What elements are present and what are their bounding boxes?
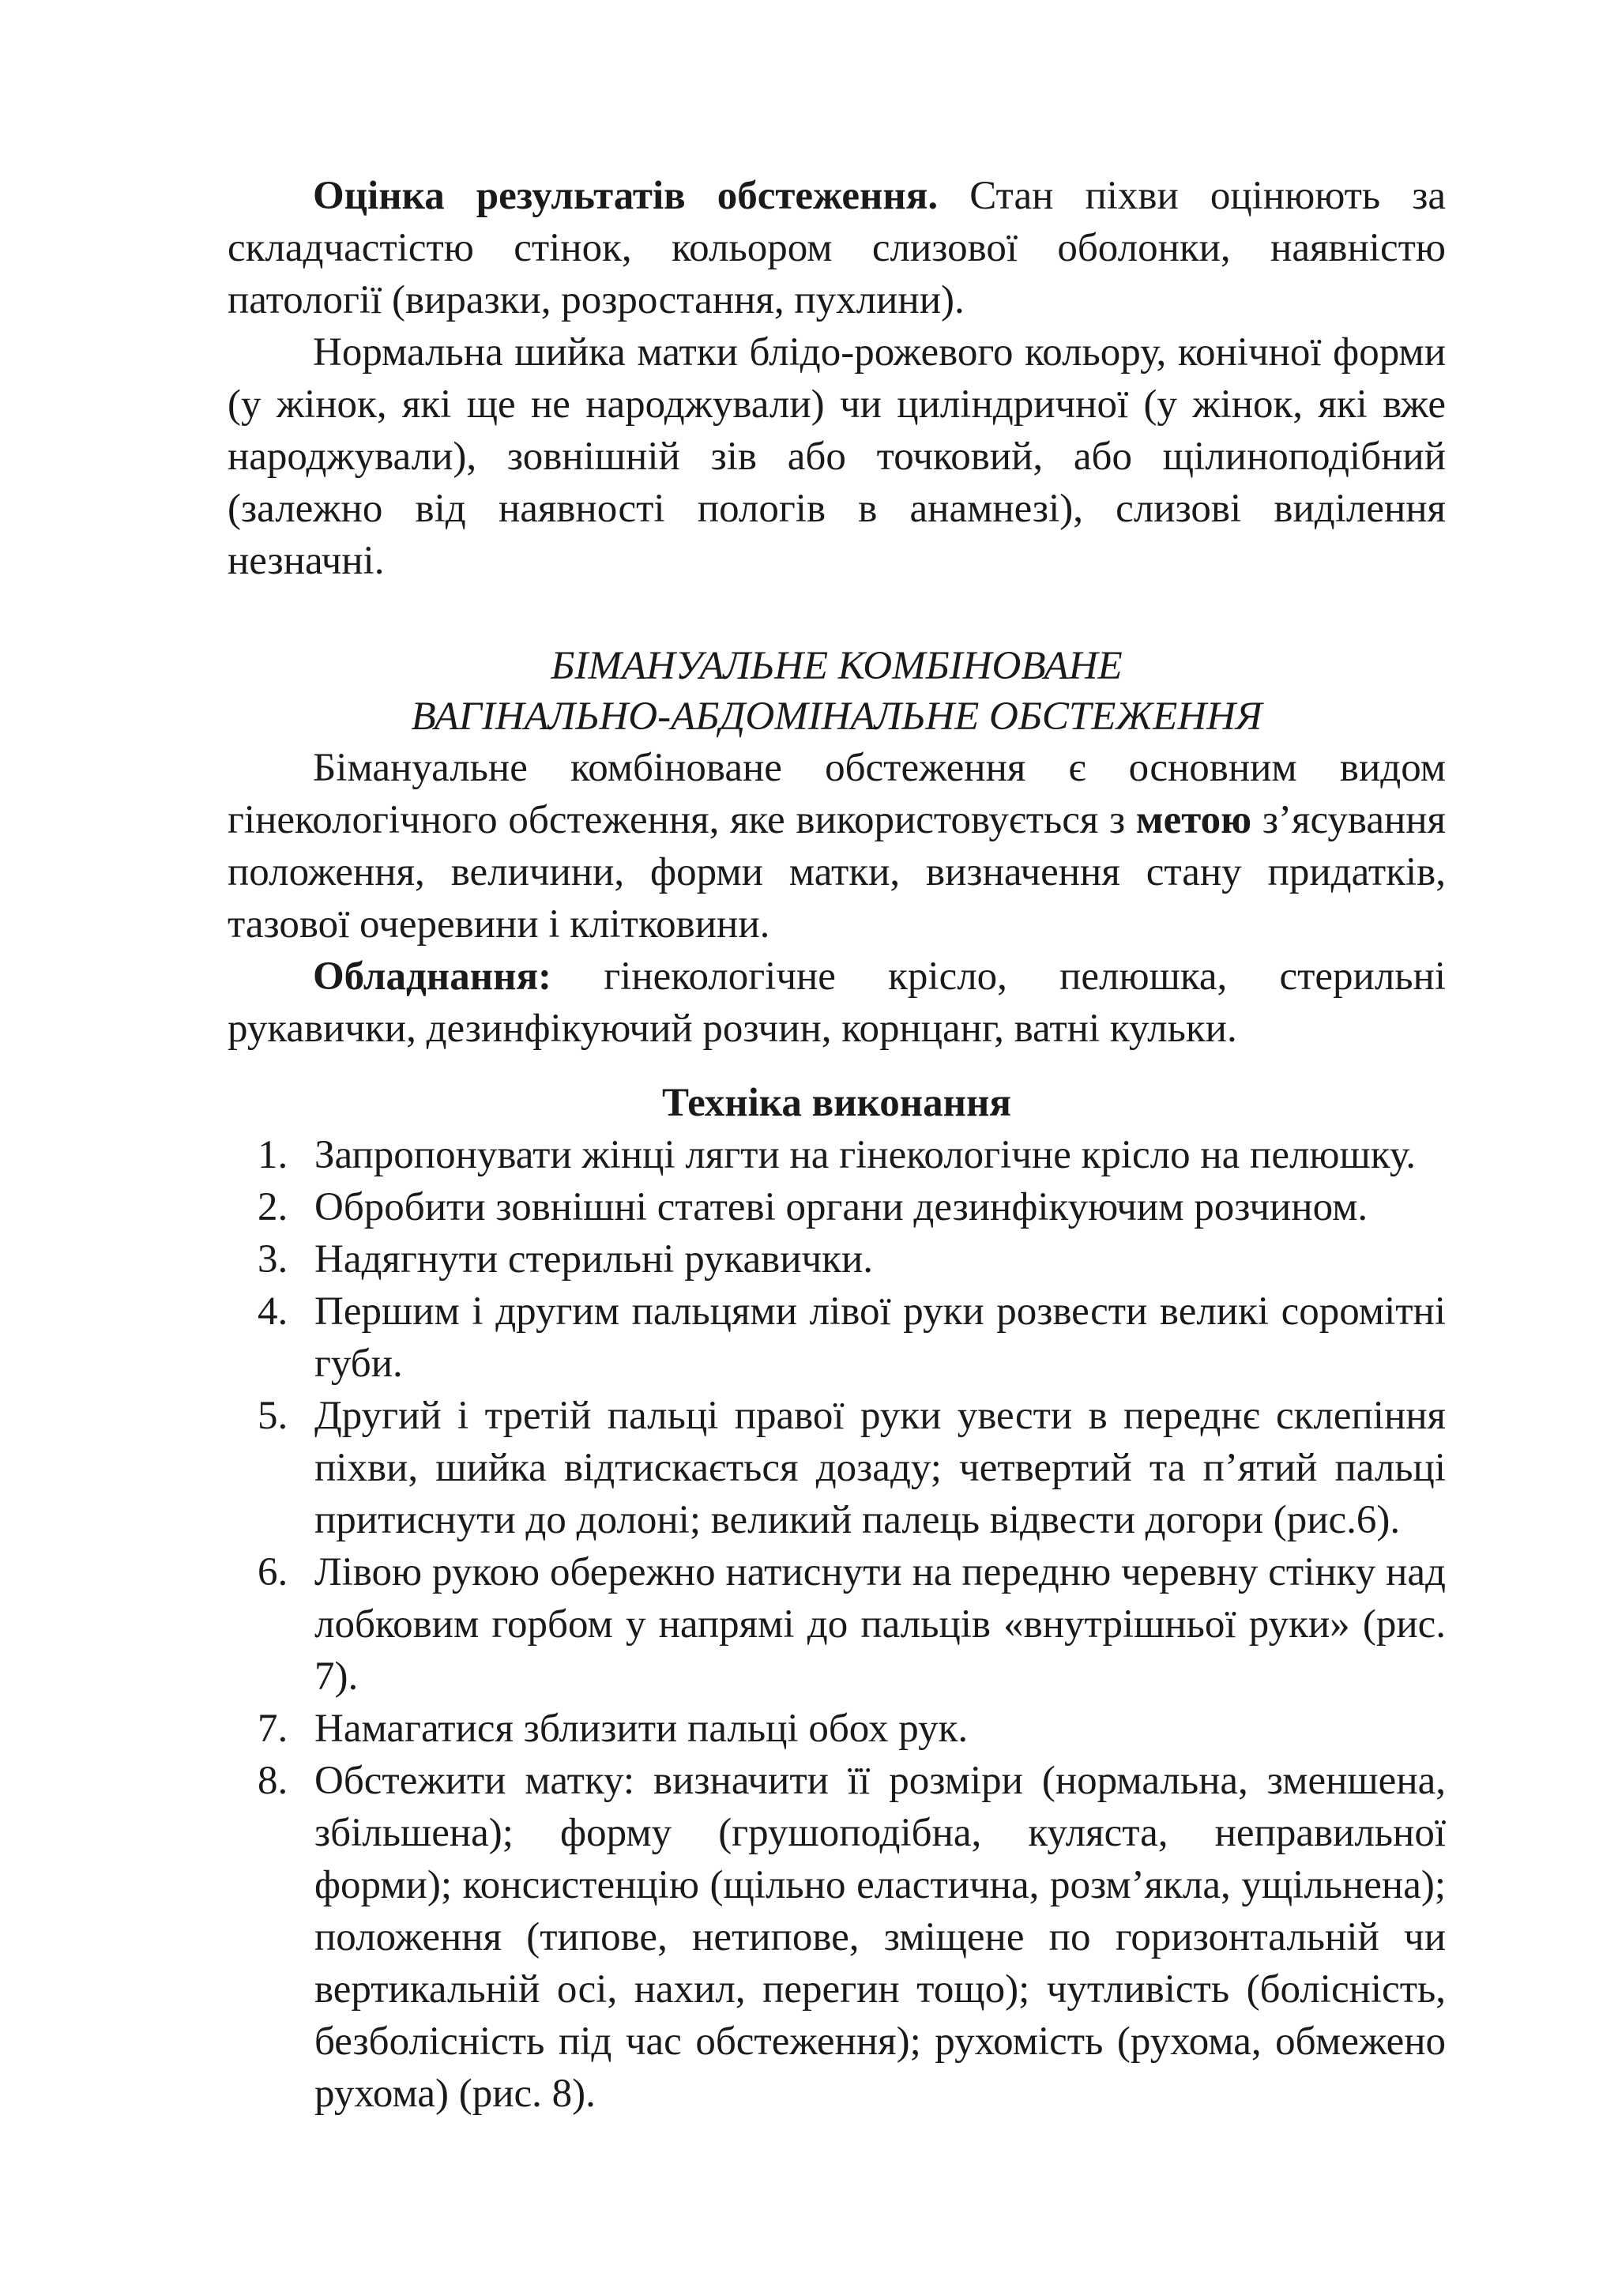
step-text: Обробити зовнішні статеві органи дезинфікуючим розчином. <box>314 1185 1368 1229</box>
exam-results-paragraph <box>228 170 1446 326</box>
list-item <box>228 1755 1446 2120</box>
step-number: 7. <box>258 1707 288 1751</box>
list-item <box>228 1181 1446 1233</box>
section-heading-line1: БІМАНУАЛЬНЕ КОМБІНОВАНЕ <box>551 644 1123 688</box>
list-item <box>228 1129 1446 1181</box>
step-text: Обстежити матку: визначити її розміри (нормальна, зменшена, збільшена); форму (грушоподібна, куляста, неправильної форми); консистенцію (щільно еластична, розм’якла, ущільнена); положення (типове, нетипове, зміщене по горизонтальній чи вертикальній осі, нахил, перегин тощо); чутливість (болісність, безболісність під час обстеження); рухомість (рухома, обмежено рухома) (рис. 8). <box>314 1759 1446 2116</box>
exam-results-text: Стан піхви оцінюють за складчастістю стінок, кольором слизової оболонки, наявністю патології (виразки, розростання, пухлини). <box>228 174 1447 322</box>
technique-steps-list <box>228 1129 1446 2120</box>
step-text: Лівою рукою обережно натиснути на передню черевну стінку над лобковим горбом у напрямі до пальців «внутрішньої руки» (рис. 7). <box>314 1550 1446 1699</box>
equipment-heading: Обладнання: <box>313 954 552 999</box>
purpose-bold: метою <box>1135 798 1252 842</box>
bimanual-intro-text-b: з’ясування положення, величини, форми матки, визначення стану придатків, тазової очеревини і клітковини. <box>228 798 1447 947</box>
cervix-description-paragraph: Нормальна шийка матки блідо-рожевого кольору, конічної форми (у жінок, які ще не народжували) чи циліндричної (у жінок, які вже народжували), зовнішній зів або точковий, або щілиноподібний (залежно від наявності пологів в анамнезі), слизові виділення незначні. <box>228 330 1446 583</box>
step-text: Надягнути стерильні рукавички. <box>314 1237 874 1282</box>
step-number: 8. <box>258 1759 288 1803</box>
section-heading <box>228 641 1446 742</box>
list-item <box>228 1233 1446 1285</box>
document-page <box>228 170 1446 2120</box>
step-text: Запропонувати жінці лягти на гінекологічне крісло на пелюшку. <box>314 1133 1417 1177</box>
step-number: 4. <box>258 1289 288 1334</box>
step-number: 3. <box>258 1237 288 1282</box>
step-number: 1. <box>258 1133 288 1177</box>
equipment-text: гінекологічне крісло, пелюшка, стерильні рукавички, дезинфікуючий розчин, корнцанг, ватні кульки. <box>228 954 1446 1051</box>
list-item <box>228 1546 1446 1703</box>
step-number: 2. <box>258 1185 288 1229</box>
step-number: 6. <box>258 1550 288 1594</box>
step-text: Другий і третій пальці правої руки увести в переднє склепіння піхви, шийка відтискається дозаду; четвертий та п’ятий пальці притиснути до долоні; великий палець відвести догори (рис.6). <box>314 1394 1446 1542</box>
equipment-paragraph <box>228 950 1446 1055</box>
step-number: 5. <box>258 1394 288 1438</box>
bimanual-intro-text-a: Бімануальне комбіноване обстеження є основним видом гінекологічного обстеження, яке використовується з <box>228 746 1446 842</box>
list-item <box>228 1390 1446 1546</box>
list-item <box>228 1285 1446 1390</box>
exam-results-heading: Оцінка результатів обстеження. <box>313 174 939 218</box>
list-item <box>228 1703 1446 1755</box>
step-text: Намагатися зблизити пальці обох рук. <box>314 1707 969 1751</box>
bimanual-intro-paragraph <box>228 742 1446 950</box>
technique-title: Техніка виконання <box>662 1081 1011 1125</box>
section-heading-line2: ВАГІНАЛЬНО-АБДОМІНАЛЬНЕ ОБСТЕЖЕННЯ <box>411 694 1262 739</box>
step-text: Першим і другим пальцями лівої руки розвести великі соромітні губи. <box>314 1289 1446 1386</box>
